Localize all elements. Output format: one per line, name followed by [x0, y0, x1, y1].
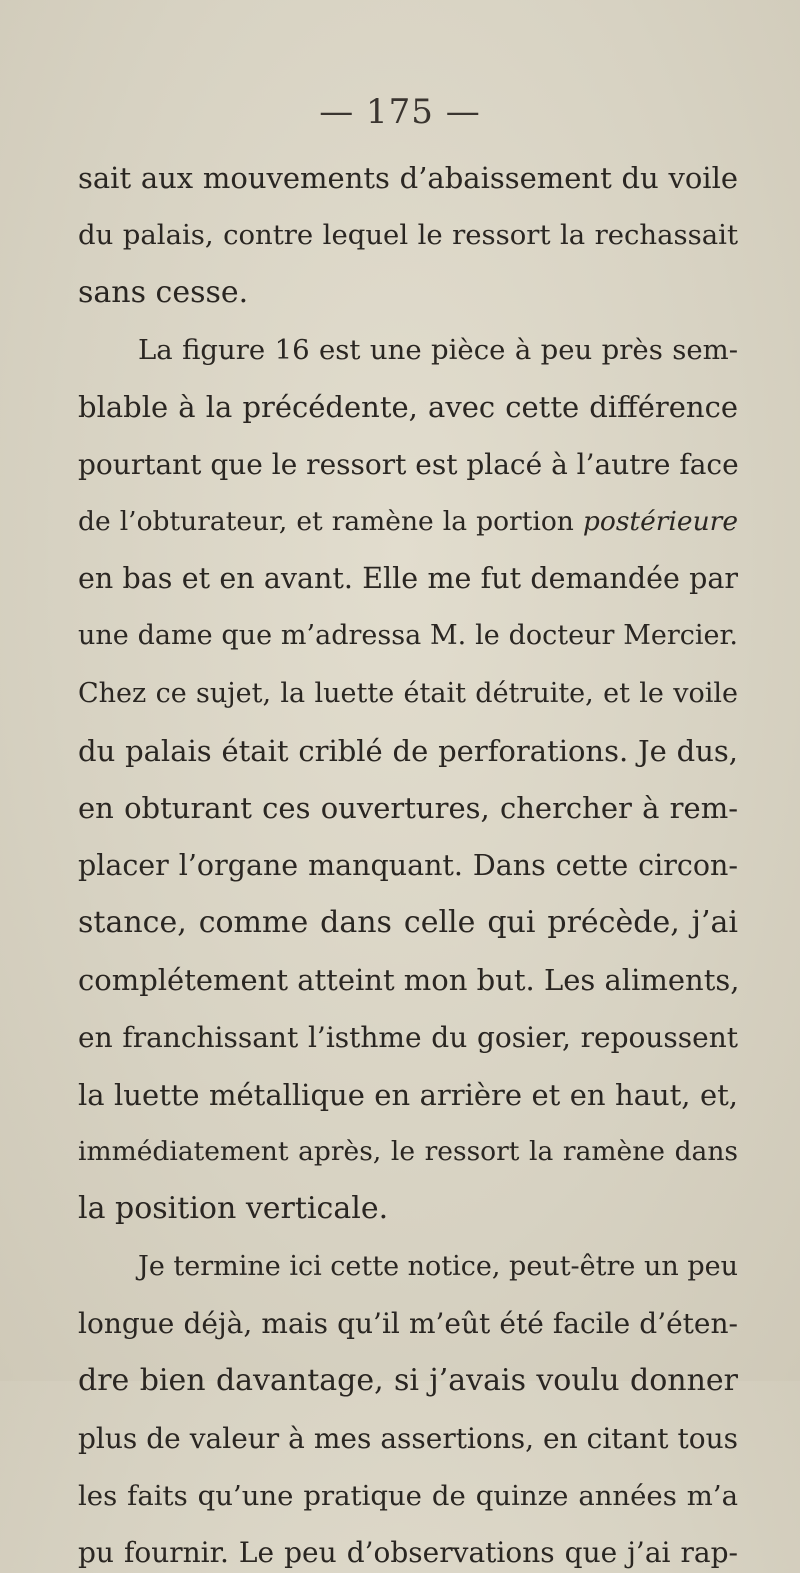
text-line: du palais, contre lequel le ressort la rechassait: [78, 219, 738, 251]
text-line: placer l’organe manquant. Dans cette circon-: [78, 849, 738, 882]
text-line: Chez ce sujet, la luette était détruite, et le voile: [78, 678, 738, 709]
text-line: du palais était criblé de perforations. Je dus,: [78, 734, 738, 768]
text-line: stance, comme dans celle qui précède, j’ai: [78, 905, 738, 940]
text-line: pourtant que le ressort est placé à l’autre face: [78, 448, 739, 481]
text-line: sans cesse.: [78, 275, 249, 310]
page-number: — 175 —: [319, 92, 481, 132]
text-line: complétement atteint mon but. Les aliments,: [78, 963, 740, 997]
text-line: Je termine ici cette notice, peut-être un peu: [138, 1251, 738, 1282]
text-line: pu fournir. Le peu d’observations que j’ai rap-: [78, 1536, 738, 1569]
text-line: plus de valeur à mes assertions, en citant tous: [78, 1422, 738, 1455]
text-line: immédiatement après, le ressort la ramène dans: [78, 1136, 738, 1167]
text-line: blable à la précédente, avec cette différence: [78, 390, 738, 424]
text-line: en obturant ces ouvertures, chercher à rem-: [78, 791, 738, 825]
text-line: de l’obturateur, et ramène la portion postérieure: [78, 506, 738, 537]
text-line: la luette métallique en arrière et en haut, et,: [78, 1078, 738, 1112]
text-line: une dame que m’adressa M. le docteur Mercier.: [78, 620, 738, 651]
italic-word: postérieure: [582, 506, 738, 537]
text-line: dre bien davantage, si j’avais voulu donner: [78, 1363, 738, 1398]
text-line: la position verticale.: [78, 1191, 389, 1226]
text-line: les faits qu’une pratique de quinze années m’a: [78, 1480, 738, 1512]
text-line: en franchissant l’isthme du gosier, repoussent: [78, 1021, 738, 1054]
text-line: La figure 16 est une pièce à peu près sem-: [138, 334, 738, 366]
text-line: en bas et en avant. Elle me fut demandée par: [78, 562, 738, 595]
text-line: longue déjà, mais qu’il m’eût été facile d’éten-: [78, 1307, 738, 1340]
text-line: sait aux mouvements d’abaissement du voile: [78, 161, 738, 195]
